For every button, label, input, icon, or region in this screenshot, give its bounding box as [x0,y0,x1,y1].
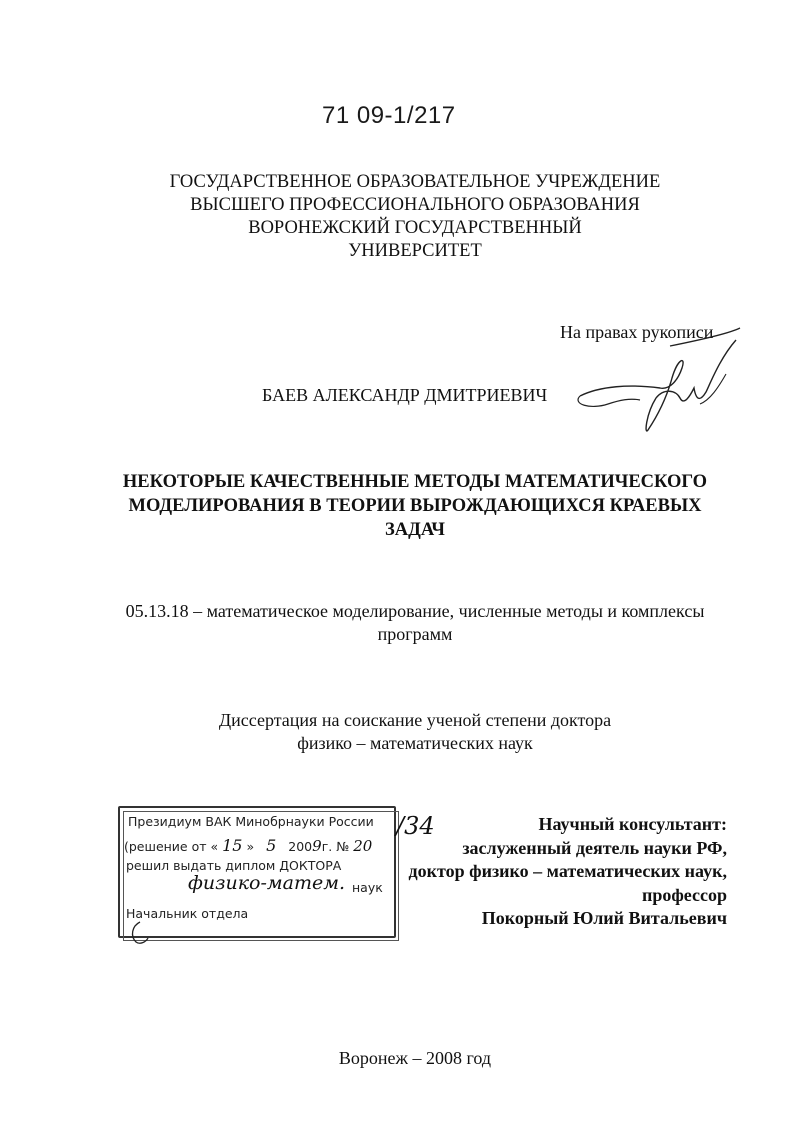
consultant-line: доктор физико – математических наук, [408,861,727,881]
institution-line: ВЫСШЕГО ПРОФЕССИОНАЛЬНОГО ОБРАЗОВАНИЯ [190,195,640,215]
stamp-line-1: Президиум ВАК Минобрнауки России [128,814,374,829]
city-year: Воронеж – 2008 год [338,1048,492,1068]
dissertation-title [100,470,730,542]
title-line: МОДЕЛИРОВАНИЯ В ТЕОРИИ ВЫРОЖДАЮЩИХСЯ КРАЕВЫХ [128,496,702,516]
stamp-line-3: решил выдать диплом ДОКТОРА [126,858,342,873]
author-signature [560,318,760,448]
consultant-line: заслуженный деятель науки РФ, [462,837,727,858]
title-line: ЗАДАЧ [385,520,445,540]
author-name: БАЕВ АЛЕКСАНДР ДМИТРИЕВИЧ [262,385,548,405]
stamp-field-suffix: наук [352,880,383,895]
vak-approval-stamp [118,806,435,941]
stamp-day: 15 [222,836,243,855]
institution-block [100,171,730,263]
specialty-block [90,600,740,646]
stamp-year-prefix: 200 [288,839,313,854]
scientific-consultant [367,813,727,931]
institution-line: ВОРОНЕЖСКИЙ ГОСУДАРСТВЕННЫЙ [248,218,582,238]
stamp-quote: » [246,839,255,854]
degree-line: Диссертация на соискание ученой степени доктора [218,710,612,730]
rights-note: На правах рукописи [560,322,714,342]
degree-line: физико – математических наук [297,733,533,753]
stamp-year-suffix: г. № [321,839,350,854]
title-line: НЕКОТОРЫЕ КАЧЕСТВЕННЫЕ МЕТОДЫ МАТЕМАТИЧЕСКОГО [122,472,708,492]
stamp-line-2 [124,836,372,855]
consultant-name: Покорный Юлий Витальевич [481,908,727,928]
stamp-month: 5 [266,836,277,855]
stamp-decision-prefix: (решение от « [124,839,219,854]
stamp-number: 20 [353,837,373,855]
registration-code: 71 09-1/217 [322,102,456,129]
specialty-line: 05.13.18 – математическое моделирование, численные методы и комплексы [125,601,705,621]
stamp-year-digit: 9 [312,837,322,855]
consultant-line: профессор [641,884,727,905]
institution-line: УНИВЕРСИТЕТ [348,241,482,261]
specialty-line: программ [377,624,453,644]
institution-line: ГОСУДАРСТВЕННОЕ ОБРАЗОВАТЕЛЬНОЕ УЧРЕЖДЕНИЕ [169,172,661,192]
stamp-line-5: Начальник отдела [126,906,249,921]
degree-block [100,709,730,755]
stamp-number-suffix: /34 [396,812,435,840]
stamp-field-handwritten: физико-матем. [188,872,346,894]
stamp-official-signature [126,918,156,948]
consultant-heading: Научный консультант: [538,814,727,834]
